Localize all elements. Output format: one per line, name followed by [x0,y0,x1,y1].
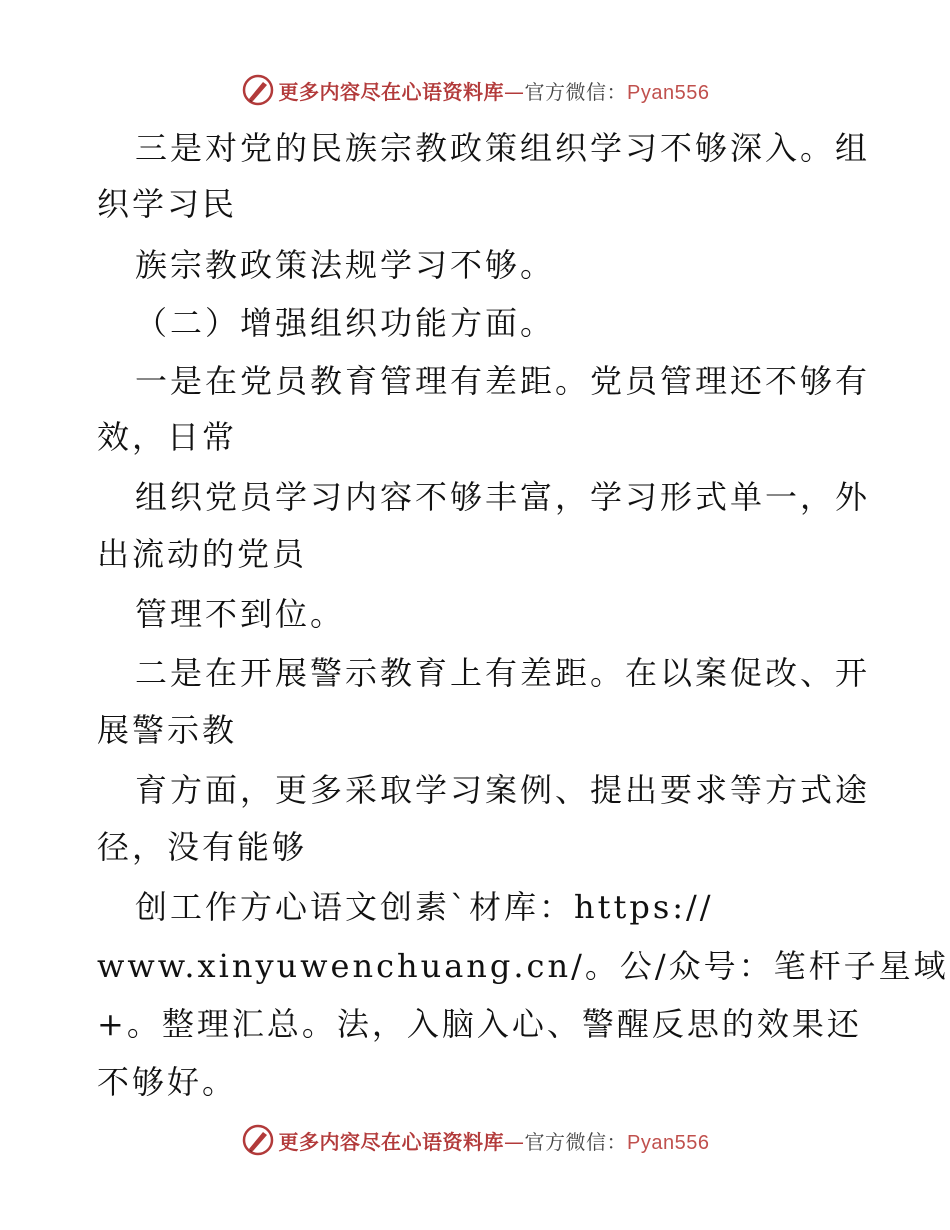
text-line: 育方面，更多采取学习案例、提出要求等方式途 [135,771,871,809]
text-line: 径，没有能够 [97,828,308,866]
text-line: 效，日常 [97,418,238,456]
watermark-dash: — [504,1129,525,1154]
watermark-id: Pyan556 [627,1131,710,1154]
watermark-dash: — [504,79,525,104]
section-heading: （二）增强组织功能方面。 [135,304,556,342]
text-line: 不够好。 [97,1063,238,1101]
watermark-text [279,76,710,105]
text-line: www.xinyuwenchuang.cn/。公/众号：笔杆子星域 [97,947,949,985]
text-line: +。整理汇总。法，入脑入心、警醒反思的效果还 [97,1005,862,1043]
text-line: 二是在开展警示教育上有差距。在以案促改、开 [135,654,871,692]
header-watermark [0,70,950,110]
footer-watermark [0,1120,950,1160]
pen-logo-icon [241,73,275,107]
text-line: 三是对党的民族宗教政策组织学习不够深入。组 [135,129,871,167]
text-line: 组织党员学习内容不够丰富，学习形式单一，外 [135,478,871,516]
text-line: 创工作方心语文创素`材库：https:// [135,888,714,926]
watermark-id: Pyan556 [627,81,710,104]
text-line: 出流动的党员 [97,535,308,573]
watermark-main: 更多内容尽在心语资料库 [278,79,505,104]
text-line: 一是在党员教育管理有差距。党员管理还不够有 [135,362,871,400]
text-line: 展警示教 [97,711,238,749]
text-line: 织学习民 [97,185,238,223]
text-line: 管理不到位。 [135,595,346,633]
watermark-text [279,1126,710,1155]
text-line: 族宗教政策法规学习不够。 [135,246,556,284]
pen-logo-icon [241,1123,275,1157]
watermark-sub: 官方微信： [524,79,628,104]
watermark-sub: 官方微信： [524,1129,628,1154]
watermark-main: 更多内容尽在心语资料库 [278,1129,505,1154]
